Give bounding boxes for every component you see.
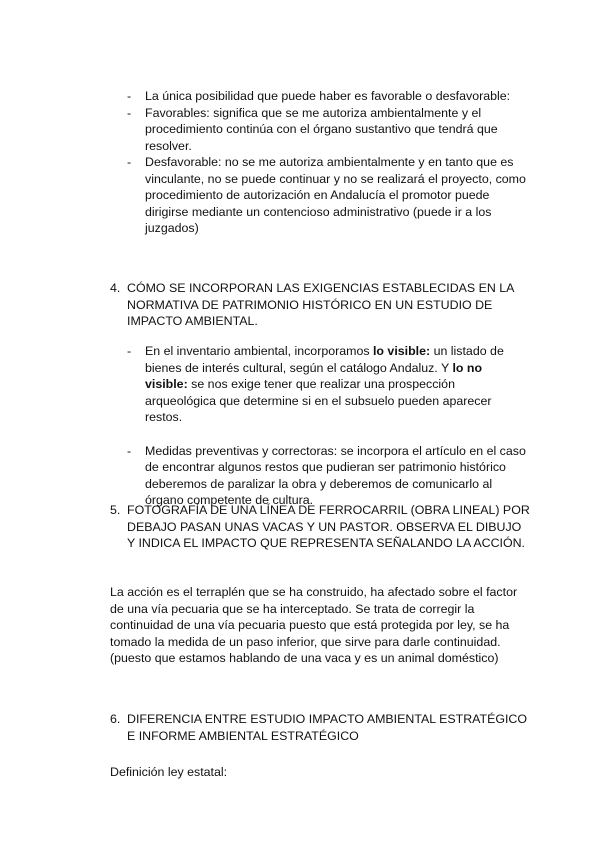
list-item: - La única posibilidad que puede haber es favorable o desfavorable: bbox=[127, 88, 527, 105]
list-item: - Favorables: significa que se me autoriza ambientalmente y el procedimiento continúa con el órgano sustantivo que tendrá que resolver. bbox=[127, 105, 527, 155]
bold-text: lo no visible: bbox=[145, 360, 483, 391]
resolution-options-list bbox=[127, 88, 527, 237]
paragraph-text: La acción es el terraplén que se ha construido, ha afectado sobre el factor de una vía pecuaria que se ha interceptado. Se trata de corregir la continuidad de una vía pecuaria puesto que está protegida por ley, se ha tomado la medida de un paso inferior, que sirve para darle continuidad. bbox=[110, 585, 518, 649]
section-title-text: CÓMO SE INCORPORAN LAS EXIGENCIAS ESTABLECIDAS EN LA NORMATIVA DE PATRIMONIO HISTÓRICO EN UN ESTUDIO DE IMPACTO AMBIENTAL. bbox=[127, 281, 514, 328]
list-item: - Desfavorable: no se me autoriza ambientalmente y en tanto que es vinculante, no se puede continuar y no se realizará el proyecto, como procedimiento de autorización en Andalucía el promotor puede dirigirse mediante un contencioso administrativo (puede ir a los juzgados) bbox=[127, 154, 527, 237]
section-title: DIFERENCIA ENTRE ESTUDIO IMPACTO AMBIENTAL ESTRATÉGICO E INFORME AMBIENTAL ESTRATÉGICO bbox=[127, 712, 527, 743]
section-heading-6 bbox=[110, 711, 530, 744]
list-item bbox=[127, 343, 527, 426]
list-text: un listado de bienes de interés cultural, según el catálogo Andaluz. Y bbox=[145, 344, 504, 375]
section-number: 5. bbox=[110, 503, 121, 517]
bold-text: lo visible: bbox=[372, 344, 431, 358]
section-number: 6. bbox=[110, 712, 121, 726]
section-title: FOTOGRAFÍA DE UNA LÍNEA DE FERROCARRIL (OBRA LINEAL) POR DEBAJO PASAN UNAS VACAS Y UN PASTOR. OBSERVA EL DIBUJO Y INDICA EL IMPACTO QUE REPRESENTA SEÑALANDO LA ACCIÓN. bbox=[127, 503, 530, 550]
section-title bbox=[110, 280, 530, 330]
section-number: 4. bbox=[110, 281, 121, 295]
list-item: - Medidas preventivas y correctoras: se incorpora el artículo en el caso de encontrar algunos restos que pudieran ser patrimonio histórico deberemos de paralizar la obra y deberemos de comunicarlo al órgano competente de cultura. bbox=[127, 443, 527, 509]
list-text: En el inventario ambiental, incorporamos bbox=[145, 344, 373, 358]
section-heading-5 bbox=[110, 502, 530, 552]
answer-paragraph bbox=[110, 584, 530, 667]
paragraph-note: (puesto que estamos hablando de una vaca y es un animal doméstico) bbox=[110, 651, 499, 665]
list-text: se nos exige tener que realizar una prospección arqueológica que determine si en el subsuelo pueden aparecer restos. bbox=[145, 377, 492, 424]
section-heading-4 bbox=[110, 280, 530, 330]
heritage-list bbox=[127, 343, 527, 509]
definition-label: Definición ley estatal: bbox=[110, 765, 228, 779]
